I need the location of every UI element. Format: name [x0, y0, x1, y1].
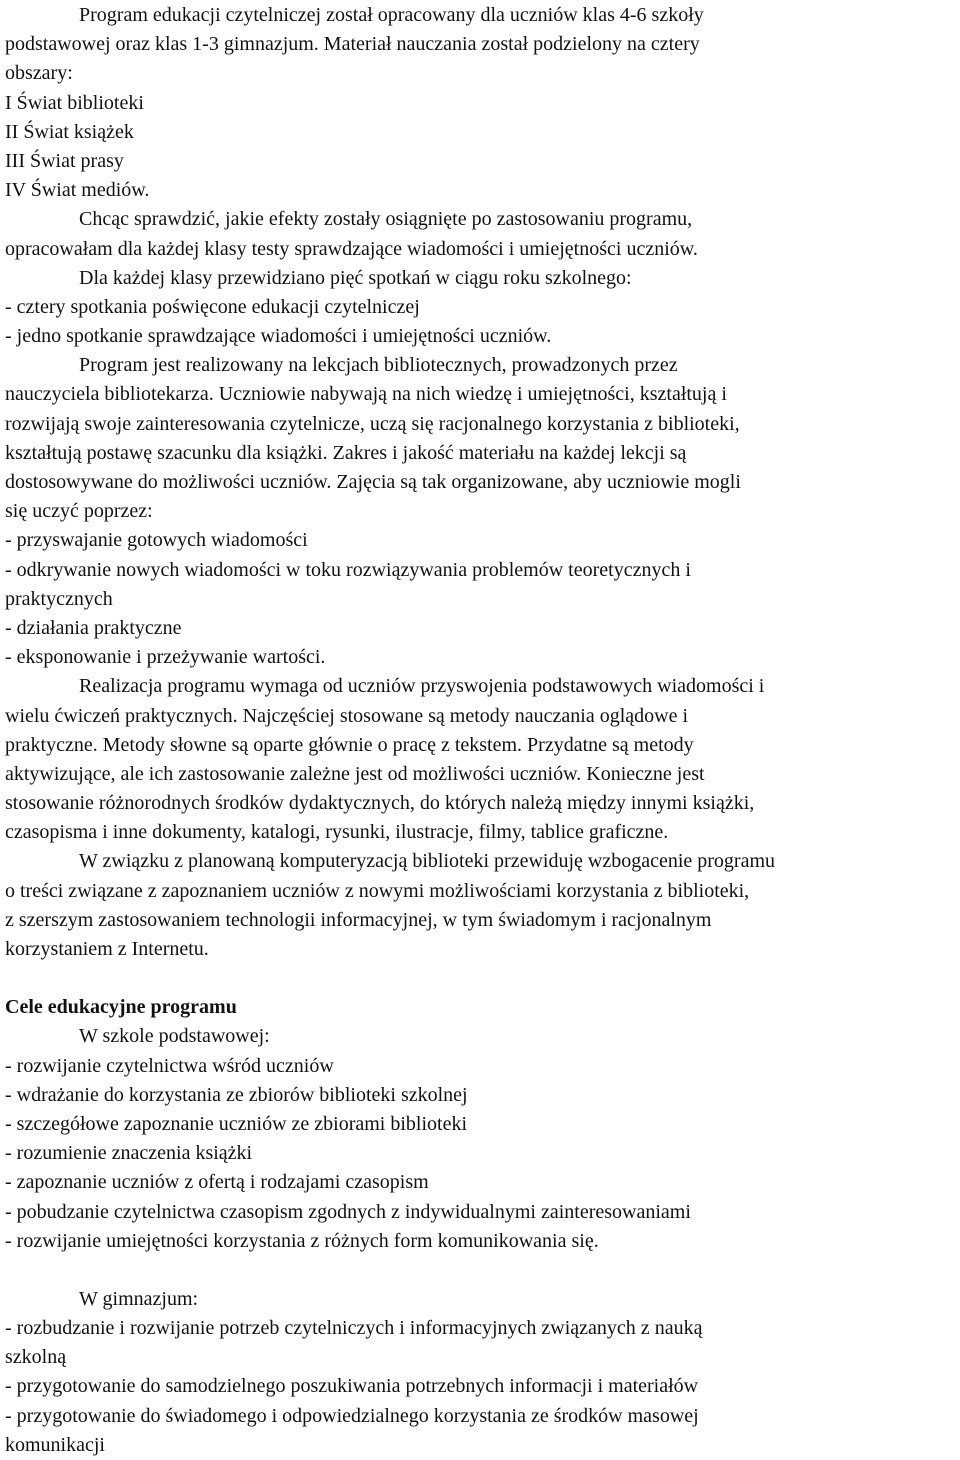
- text-line: aktywizujące, ale ich zastosowanie zależne jest od możliwości uczniów. Konieczne jest: [5, 762, 705, 785]
- text-line: o treści związane z zapoznaniem uczniów z nowymi możliwościami korzystania z biblioteki,: [5, 879, 750, 902]
- list-item: - rozbudzanie i rozwijanie potrzeb czytelniczych i informacyjnych związanych z nauką: [5, 1317, 703, 1340]
- text-line: wielu ćwiczeń praktycznych. Najczęściej stosowane są metody nauczania oglądowe i: [5, 704, 689, 727]
- text-line: Program edukacji czytelniczej został opracowany dla uczniów klas 4-6 szkoły: [79, 4, 704, 26]
- intro-paragraph: [5, 0, 956, 205]
- list-item: - pobudzanie czytelnictwa czasopism zgodnych z indywidualnymi zainteresowaniami: [5, 1200, 691, 1223]
- methods-paragraph: [5, 672, 956, 847]
- text-line: podstawowej oraz klas 1-3 gimnazjum. Materiał nauczania został podzielony na cztery: [5, 33, 700, 56]
- list-item: - cztery spotkania poświęcone edukacji czytelniczej: [5, 295, 420, 318]
- computerization-paragraph: [5, 847, 956, 964]
- area-item: II Świat książek: [5, 120, 134, 143]
- meetings-paragraph: [5, 264, 956, 352]
- blank-line: [5, 1256, 956, 1285]
- area-item: IV Świat mediów.: [5, 179, 150, 202]
- text-line: obszary:: [5, 62, 73, 85]
- text-line: czasopisma i inne dokumenty, katalogi, rysunki, ilustracje, filmy, tablice graficzne.: [5, 821, 669, 844]
- list-item: - eksponowanie i przeżywanie wartości.: [5, 646, 326, 669]
- blank-line: [5, 964, 956, 993]
- section-heading: Cele edukacyjne programu: [5, 996, 237, 1019]
- text-line: W związku z planowaną komputeryzacją biblioteki przewiduję wzbogacenie programu: [79, 850, 776, 873]
- text-line: Dla każdej klasy przewidziano pięć spotkań w ciągu roku szkolnego:: [79, 266, 632, 289]
- list-item: - rozwijanie umiejętności korzystania z różnych form komunikowania się.: [5, 1229, 599, 1252]
- list-item: - rozwijanie czytelnictwa wśród uczniów: [5, 1054, 334, 1077]
- list-item: - zapoznanie uczniów z ofertą i rodzajami czasopism: [5, 1171, 429, 1194]
- text-line: praktyczne. Metody słowne są oparte głównie o pracę z tekstem. Przydatne są metody: [5, 733, 694, 756]
- text-line: korzystaniem z Internetu.: [5, 938, 209, 960]
- text-line: rozwijają swoje zainteresowania czytelnicze, uczą się racjonalnego korzystania z biblioteki,: [5, 412, 740, 435]
- list-item: praktycznych: [5, 587, 113, 610]
- text-line: z szerszym zastosowaniem technologii informacyjnej, w tym świadomym i racjonalnym: [5, 908, 712, 931]
- subsection-label: W gimnazjum:: [79, 1287, 199, 1310]
- list-item: - rozumienie znaczenia książki: [5, 1142, 253, 1165]
- text-line: Realizacja programu wymaga od uczniów przyswojenia podstawowych wiadomości i: [79, 675, 765, 698]
- list-item: - szczegółowe zapoznanie uczniów ze zbiorami biblioteki: [5, 1112, 468, 1135]
- text-line: opracowałam dla każdej klasy testy sprawdzające wiadomości i umiejętności uczniów.: [5, 237, 698, 260]
- list-item: - wdrażanie do korzystania ze zbiorów biblioteki szkolnej: [5, 1083, 468, 1106]
- goals-section: [5, 993, 956, 1460]
- list-item: - przygotowanie do świadomego i odpowiedzialnego korzystania ze środków masowej: [5, 1404, 699, 1427]
- area-item: I Świat biblioteki: [5, 91, 144, 114]
- area-item: III Świat prasy: [5, 149, 124, 172]
- list-item: - przygotowanie do samodzielnego poszukiwania potrzebnych informacji i materiałów: [5, 1375, 699, 1398]
- lessons-paragraph: [5, 351, 956, 672]
- text-line: kształtują postawę szacunku dla książki. Zakres i jakość materiału na każdej lekcji są: [5, 441, 687, 464]
- tests-paragraph: [5, 205, 956, 263]
- text-line: dostosowywane do możliwości uczniów. Zajęcia są tak organizowane, aby uczniowie mogli: [5, 471, 741, 493]
- subsection-label: W szkole podstawowej:: [79, 1025, 270, 1048]
- text-line: Chcąc sprawdzić, jakie efekty zostały osiągnięte po zastosowaniu programu,: [79, 208, 693, 231]
- list-item: szkolną: [5, 1346, 67, 1369]
- list-item: - jedno spotkanie sprawdzające wiadomości i umiejętności uczniów.: [5, 325, 552, 348]
- list-item: komunikacji: [5, 1433, 105, 1456]
- list-item: - przyswajanie gotowych wiadomości: [5, 529, 308, 552]
- list-item: - odkrywanie nowych wiadomości w toku rozwiązywania problemów teoretycznych i: [5, 558, 691, 581]
- text-line: Program jest realizowany na lekcjach bibliotecznych, prowadzonych przez: [79, 354, 678, 377]
- text-line: się uczyć poprzez:: [5, 500, 153, 523]
- text-line: stosowanie różnorodnych środków dydaktycznych, do których należą między innymi książki,: [5, 792, 755, 815]
- list-item: - działania praktyczne: [5, 616, 182, 639]
- text-line: nauczyciela bibliotekarza. Uczniowie nabywają na nich wiedzę i umiejętności, kształtują i: [5, 383, 727, 406]
